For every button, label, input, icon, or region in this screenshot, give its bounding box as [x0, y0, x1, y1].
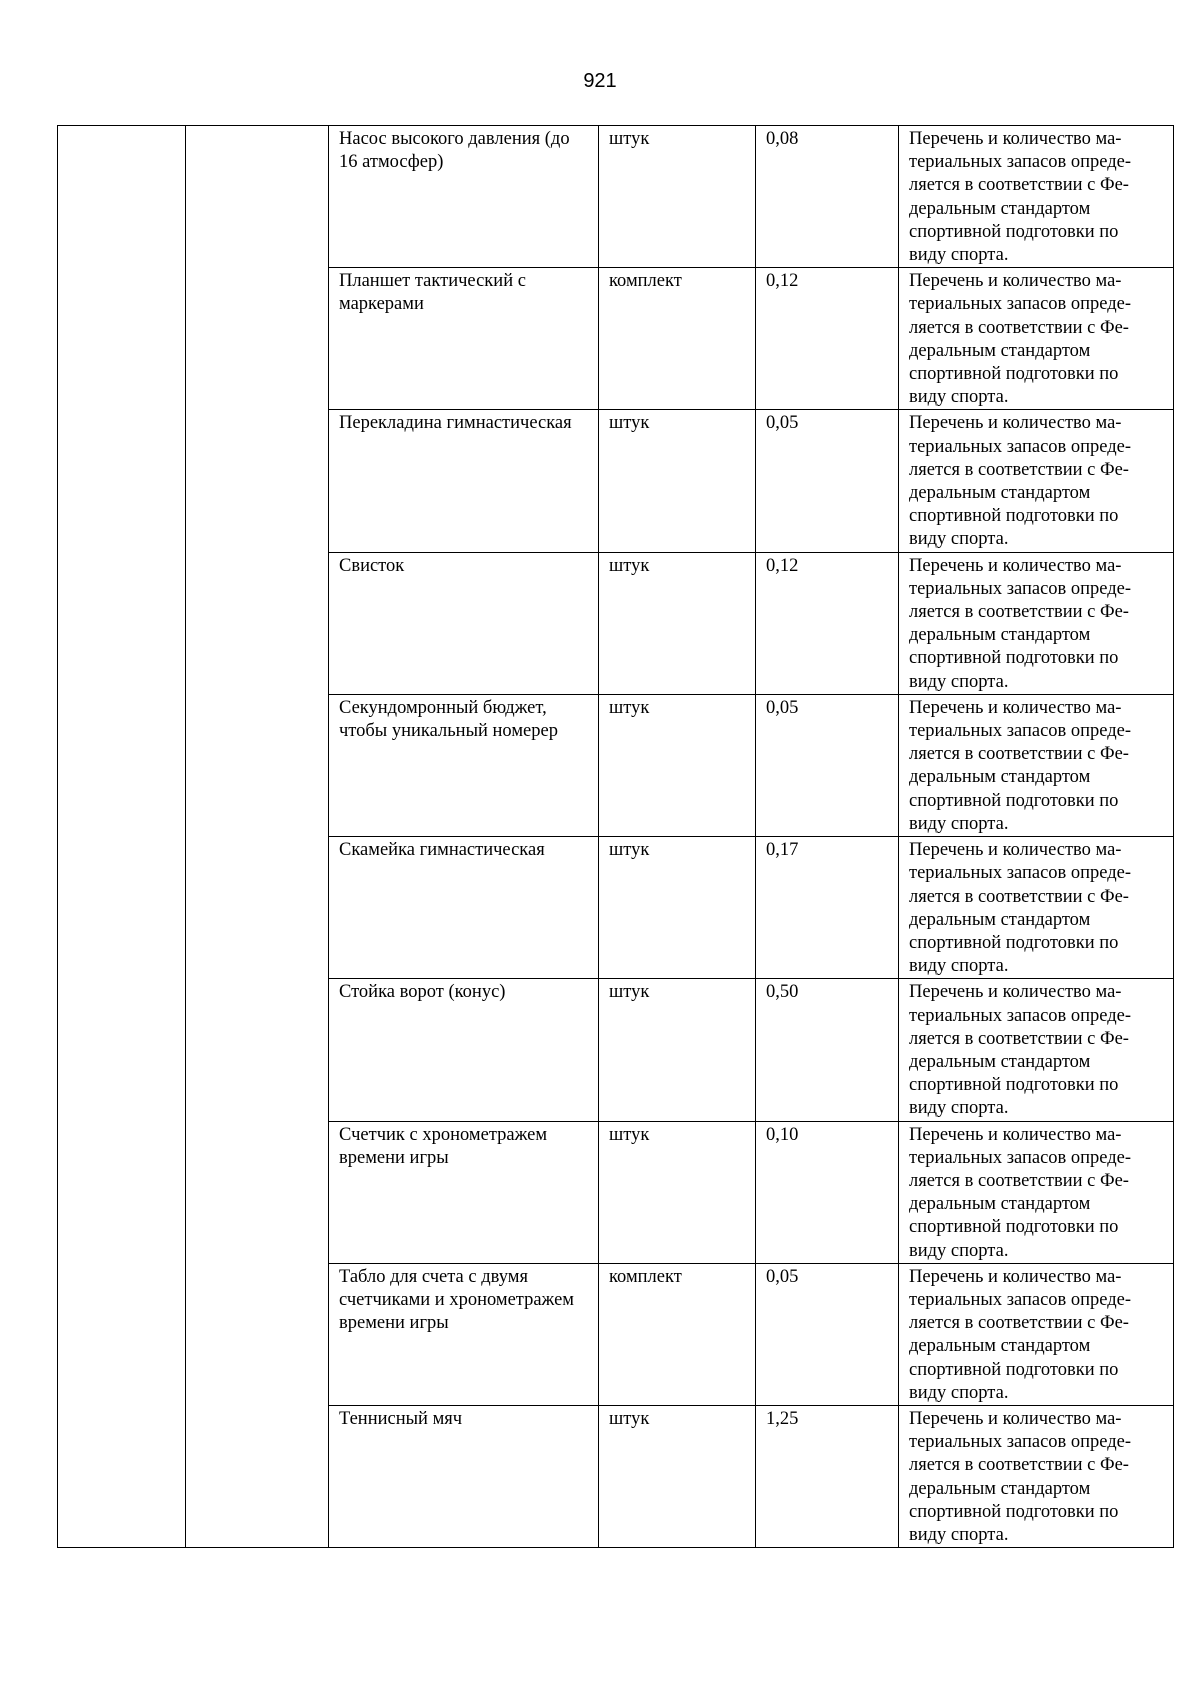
quantity-cell: 0,08 [756, 126, 899, 268]
item-name-cell: Скамейка гимнастическая [329, 837, 599, 979]
quantity-cell: 1,25 [756, 1405, 899, 1547]
table-body [58, 126, 1174, 1548]
page-number: 921 [583, 70, 617, 92]
item-name-cell: Планшет тактический с маркерами [329, 268, 599, 410]
unit-cell: штук [599, 694, 756, 836]
unit-cell: штук [599, 1121, 756, 1263]
quantity-cell: 0,05 [756, 694, 899, 836]
note-cell: Перечень и количество ма- териальных запасов опреде- ляется в соответствии с Фе- деральным стандартом спортивной подготовки по виду спорта. [899, 552, 1174, 694]
merged-column-2-cell [186, 126, 329, 1548]
quantity-cell: 0,10 [756, 1121, 899, 1263]
note-cell: Перечень и количество ма- териальных запасов опреде- ляется в соответствии с Фе- деральным стандартом спортивной подготовки по виду спорта. [899, 410, 1174, 552]
item-name-cell: Табло для счета с двумя счетчиками и хронометражем времени игры [329, 1263, 599, 1405]
unit-cell: штук [599, 837, 756, 979]
note-cell: Перечень и количество ма- териальных запасов опреде- ляется в соответствии с Фе- деральным стандартом спортивной подготовки по виду спорта. [899, 979, 1174, 1121]
table-row [58, 126, 1174, 268]
unit-cell: штук [599, 126, 756, 268]
note-cell: Перечень и количество ма- териальных запасов опреде- ляется в соответствии с Фе- деральным стандартом спортивной подготовки по виду спорта. [899, 1405, 1174, 1547]
merged-column-1-cell [58, 126, 186, 1548]
unit-cell: штук [599, 979, 756, 1121]
note-cell: Перечень и количество ма- териальных запасов опреде- ляется в соответствии с Фе- деральным стандартом спортивной подготовки по виду спорта. [899, 1121, 1174, 1263]
unit-cell: комплект [599, 268, 756, 410]
note-cell: Перечень и количество ма- териальных запасов опреде- ляется в соответствии с Фе- деральным стандартом спортивной подготовки по виду спорта. [899, 837, 1174, 979]
item-name-cell: Свисток [329, 552, 599, 694]
item-name-cell: Стойка ворот (конус) [329, 979, 599, 1121]
note-cell: Перечень и количество ма- териальных запасов опреде- ляется в соответствии с Фе- деральным стандартом спортивной подготовки по виду спорта. [899, 1263, 1174, 1405]
unit-cell: штук [599, 552, 756, 694]
note-cell: Перечень и количество ма- териальных запасов опреде- ляется в соответствии с Фе- деральным стандартом спортивной подготовки по виду спорта. [899, 694, 1174, 836]
quantity-cell: 0,17 [756, 837, 899, 979]
quantity-cell: 0,12 [756, 268, 899, 410]
quantity-cell: 0,12 [756, 552, 899, 694]
quantity-cell: 0,05 [756, 1263, 899, 1405]
equipment-table [57, 125, 1174, 1548]
note-cell: Перечень и количество ма- териальных запасов опреде- ляется в соответствии с Фе- деральным стандартом спортивной подготовки по виду спорта. [899, 268, 1174, 410]
note-cell: Перечень и количество ма- териальных запасов опреде- ляется в соответствии с Фе- деральным стандартом спортивной подготовки по виду спорта. [899, 126, 1174, 268]
unit-cell: комплект [599, 1263, 756, 1405]
unit-cell: штук [599, 1405, 756, 1547]
item-name-cell: Теннисный мяч [329, 1405, 599, 1547]
item-name-cell: Перекладина гимнастическая [329, 410, 599, 552]
item-name-cell: Секундомронный бюджет, чтобы уникальный номерер [329, 694, 599, 836]
item-name-cell: Счетчик с хронометражем времени игры [329, 1121, 599, 1263]
item-name-cell: Насос высокого давления (до 16 атмосфер) [329, 126, 599, 268]
quantity-cell: 0,50 [756, 979, 899, 1121]
unit-cell: штук [599, 410, 756, 552]
quantity-cell: 0,05 [756, 410, 899, 552]
